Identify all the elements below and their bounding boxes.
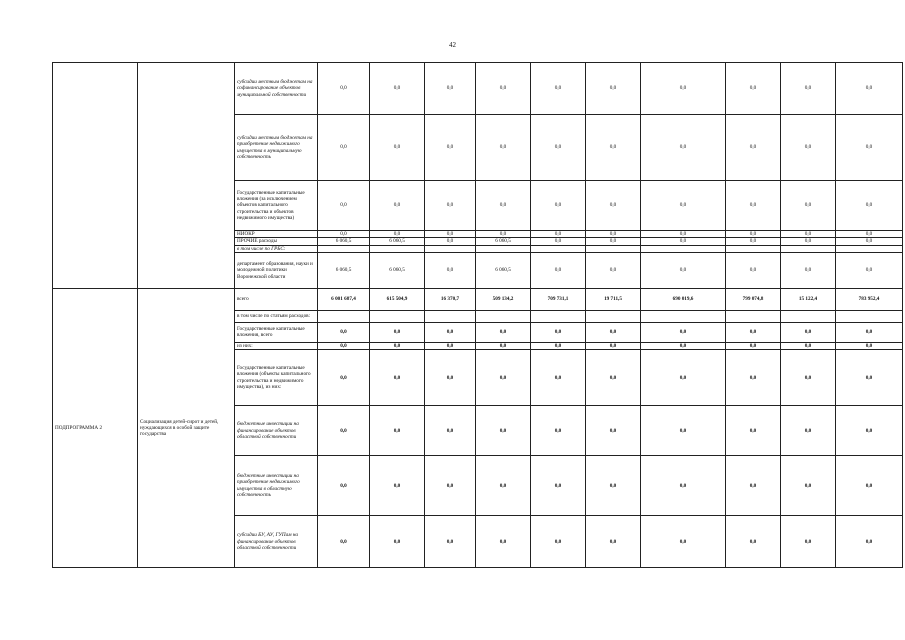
value-cell: 0,0 <box>726 342 781 349</box>
value-cell: 0,0 <box>836 231 903 238</box>
value-cell: 0,0 <box>641 456 726 516</box>
value-cell: 0,0 <box>318 516 370 568</box>
value-cell: 6 060,5 <box>318 238 370 245</box>
value-cell: 0,0 <box>476 406 531 456</box>
page-number: 42 <box>449 41 456 49</box>
value-cell: 0,0 <box>726 231 781 238</box>
value-cell: 0,0 <box>641 181 726 231</box>
value-cell: 0,0 <box>726 406 781 456</box>
value-cell: 0,0 <box>425 516 476 568</box>
value-cell: 16 370,7 <box>425 288 476 310</box>
value-cell: 0,0 <box>641 231 726 238</box>
value-cell: 0,0 <box>425 252 476 288</box>
value-cell: 0,0 <box>836 516 903 568</box>
value-cell: 0,0 <box>370 456 425 516</box>
row-label: в том числе по статьям расходов: <box>235 310 318 322</box>
value-cell: 0,0 <box>781 181 836 231</box>
value-cell <box>836 310 903 322</box>
value-cell <box>318 310 370 322</box>
value-cell: 0,0 <box>641 115 726 181</box>
value-cell: 0,0 <box>726 238 781 245</box>
value-cell: 0,0 <box>641 350 726 406</box>
value-cell: 0,0 <box>476 516 531 568</box>
value-cell: 0,0 <box>836 406 903 456</box>
value-cell: 0,0 <box>781 252 836 288</box>
value-cell: 0,0 <box>425 115 476 181</box>
value-cell <box>370 310 425 322</box>
value-cell: 0,0 <box>641 252 726 288</box>
value-cell: 15 122,4 <box>781 288 836 310</box>
value-cell <box>318 245 370 252</box>
value-cell <box>641 310 726 322</box>
value-cell: 0,0 <box>531 456 586 516</box>
value-cell: 6 060,5 <box>476 238 531 245</box>
value-cell: 0,0 <box>586 63 641 115</box>
value-cell: 6 060,5 <box>476 252 531 288</box>
value-cell: 0,0 <box>531 238 586 245</box>
program-name-cell: Социализация детей-сирот и детей, нуждающихся в особой защите государства <box>138 288 235 567</box>
value-cell <box>726 310 781 322</box>
value-cell: 0,0 <box>318 115 370 181</box>
value-cell: 0,0 <box>476 63 531 115</box>
program-code-cell <box>53 63 138 289</box>
value-cell: 0,0 <box>370 516 425 568</box>
value-cell: 0,0 <box>586 406 641 456</box>
value-cell <box>586 245 641 252</box>
value-cell: 0,0 <box>586 115 641 181</box>
value-cell: 0,0 <box>726 350 781 406</box>
row-label: бюджетные инвестиции на приобретение недвижимого имущества в областную собственность <box>235 456 318 516</box>
value-cell: 0,0 <box>531 406 586 456</box>
value-cell: 509 134,2 <box>476 288 531 310</box>
value-cell: 0,0 <box>586 516 641 568</box>
value-cell: 0,0 <box>370 115 425 181</box>
value-cell <box>586 310 641 322</box>
value-cell: 0,0 <box>836 115 903 181</box>
value-cell: 0,0 <box>476 115 531 181</box>
value-cell: 0,0 <box>781 456 836 516</box>
row-label: субсидии местным бюджетам на софинансирование объектов муниципальной собственности <box>235 63 318 115</box>
value-cell: 0,0 <box>781 516 836 568</box>
value-cell: 690 019,6 <box>641 288 726 310</box>
value-cell: 0,0 <box>781 238 836 245</box>
value-cell: 0,0 <box>531 350 586 406</box>
value-cell: 0,0 <box>586 350 641 406</box>
value-cell: 0,0 <box>476 181 531 231</box>
program-code-cell: ПОДПРОГРАММА 2 <box>53 288 138 567</box>
value-cell <box>781 245 836 252</box>
value-cell <box>425 310 476 322</box>
value-cell: 0,0 <box>836 63 903 115</box>
value-cell: 0,0 <box>425 181 476 231</box>
table-row <box>53 288 903 310</box>
value-cell: 0,0 <box>370 342 425 349</box>
value-cell: 0,0 <box>425 322 476 342</box>
value-cell: 799 074,8 <box>726 288 781 310</box>
value-cell <box>425 245 476 252</box>
value-cell: 0,0 <box>370 350 425 406</box>
value-cell: 0,0 <box>531 63 586 115</box>
value-cell: 0,0 <box>586 342 641 349</box>
row-label: в том числе по ГРБС: <box>235 245 318 252</box>
value-cell: 0,0 <box>586 231 641 238</box>
value-cell: 0,0 <box>476 456 531 516</box>
value-cell: 0,0 <box>781 322 836 342</box>
value-cell: 0,0 <box>836 322 903 342</box>
value-cell: 0,0 <box>531 342 586 349</box>
table-body-top <box>53 63 903 289</box>
value-cell <box>641 245 726 252</box>
program-name-cell <box>138 63 235 289</box>
value-cell <box>531 245 586 252</box>
value-cell: 0,0 <box>726 322 781 342</box>
row-label: Государственные капитальные вложения (объекты капитального строительства и недвижимого имущества), из них: <box>235 350 318 406</box>
row-label: Государственные капитальные вложения, всего <box>235 322 318 342</box>
value-cell: 0,0 <box>318 342 370 349</box>
value-cell: 0,0 <box>370 181 425 231</box>
value-cell: 6 060,5 <box>370 238 425 245</box>
value-cell: 0,0 <box>476 342 531 349</box>
value-cell: 0,0 <box>726 181 781 231</box>
value-cell: 0,0 <box>836 456 903 516</box>
value-cell: 0,0 <box>531 181 586 231</box>
table-body-bottom <box>53 288 903 567</box>
value-cell <box>531 310 586 322</box>
value-cell: 0,0 <box>370 63 425 115</box>
value-cell: 615 504,9 <box>370 288 425 310</box>
value-cell: 0,0 <box>425 342 476 349</box>
value-cell: 709 731,1 <box>531 288 586 310</box>
value-cell: 0,0 <box>476 322 531 342</box>
value-cell <box>726 245 781 252</box>
value-cell: 0,0 <box>726 63 781 115</box>
value-cell: 0,0 <box>476 350 531 406</box>
value-cell: 0,0 <box>781 342 836 349</box>
value-cell: 0,0 <box>425 238 476 245</box>
value-cell: 783 952,4 <box>836 288 903 310</box>
value-cell: 0,0 <box>641 406 726 456</box>
value-cell: 0,0 <box>781 115 836 181</box>
value-cell: 0,0 <box>836 181 903 231</box>
value-cell: 0,0 <box>318 406 370 456</box>
value-cell: 0,0 <box>781 350 836 406</box>
row-label: ПРОЧИЕ расходы <box>235 238 318 245</box>
value-cell: 0,0 <box>726 516 781 568</box>
value-cell: 0,0 <box>641 63 726 115</box>
value-cell: 0,0 <box>641 342 726 349</box>
value-cell: 6 060,5 <box>318 252 370 288</box>
value-cell: 0,0 <box>425 456 476 516</box>
row-label: НИОКР <box>235 231 318 238</box>
value-cell: 0,0 <box>318 231 370 238</box>
value-cell <box>476 310 531 322</box>
value-cell: 0,0 <box>425 63 476 115</box>
value-cell: 0,0 <box>476 231 531 238</box>
row-label: из них: <box>235 342 318 349</box>
value-cell: 0,0 <box>641 516 726 568</box>
row-label: субсидии БУ, АУ, ГУПам на финансирование объектов областной собственности <box>235 516 318 568</box>
value-cell: 0,0 <box>781 406 836 456</box>
value-cell: 0,0 <box>836 252 903 288</box>
budget-table <box>52 62 903 568</box>
value-cell <box>476 245 531 252</box>
value-cell: 0,0 <box>531 231 586 238</box>
value-cell: 0,0 <box>318 181 370 231</box>
value-cell: 0,0 <box>726 115 781 181</box>
value-cell: 0,0 <box>726 252 781 288</box>
value-cell: 0,0 <box>586 238 641 245</box>
value-cell: 6 001 687,4 <box>318 288 370 310</box>
value-cell: 0,0 <box>586 252 641 288</box>
value-cell: 0,0 <box>781 231 836 238</box>
value-cell: 0,0 <box>425 231 476 238</box>
value-cell: 0,0 <box>586 322 641 342</box>
value-cell: 0,0 <box>370 322 425 342</box>
value-cell: 0,0 <box>531 115 586 181</box>
value-cell <box>370 245 425 252</box>
value-cell: 0,0 <box>586 456 641 516</box>
value-cell <box>781 310 836 322</box>
value-cell: 0,0 <box>370 231 425 238</box>
value-cell: 0,0 <box>836 238 903 245</box>
value-cell: 0,0 <box>318 350 370 406</box>
row-label: всего <box>235 288 318 310</box>
value-cell: 0,0 <box>425 350 476 406</box>
value-cell: 19 711,5 <box>586 288 641 310</box>
value-cell: 0,0 <box>318 322 370 342</box>
row-label: департамент образования, науки и молодежной политики Воронежской области <box>235 252 318 288</box>
row-label: субсидии местным бюджетам на приобретение недвижимого имущества в муниципальную собственность <box>235 115 318 181</box>
value-cell: 6 060,5 <box>370 252 425 288</box>
row-label: Государственные капитальные вложения (за исключением объектов капитального строительства и объектов недвижимого имущества) <box>235 181 318 231</box>
value-cell <box>836 245 903 252</box>
value-cell: 0,0 <box>370 406 425 456</box>
value-cell: 0,0 <box>318 63 370 115</box>
value-cell: 0,0 <box>425 406 476 456</box>
value-cell: 0,0 <box>836 342 903 349</box>
value-cell: 0,0 <box>726 456 781 516</box>
row-label: бюджетные инвестиции на финансирование объектов областной собственности <box>235 406 318 456</box>
value-cell: 0,0 <box>531 516 586 568</box>
value-cell: 0,0 <box>531 252 586 288</box>
value-cell: 0,0 <box>836 350 903 406</box>
value-cell: 0,0 <box>531 322 586 342</box>
table-row <box>53 63 903 115</box>
value-cell: 0,0 <box>586 181 641 231</box>
value-cell: 0,0 <box>641 322 726 342</box>
value-cell: 0,0 <box>641 238 726 245</box>
value-cell: 0,0 <box>318 456 370 516</box>
value-cell: 0,0 <box>781 63 836 115</box>
